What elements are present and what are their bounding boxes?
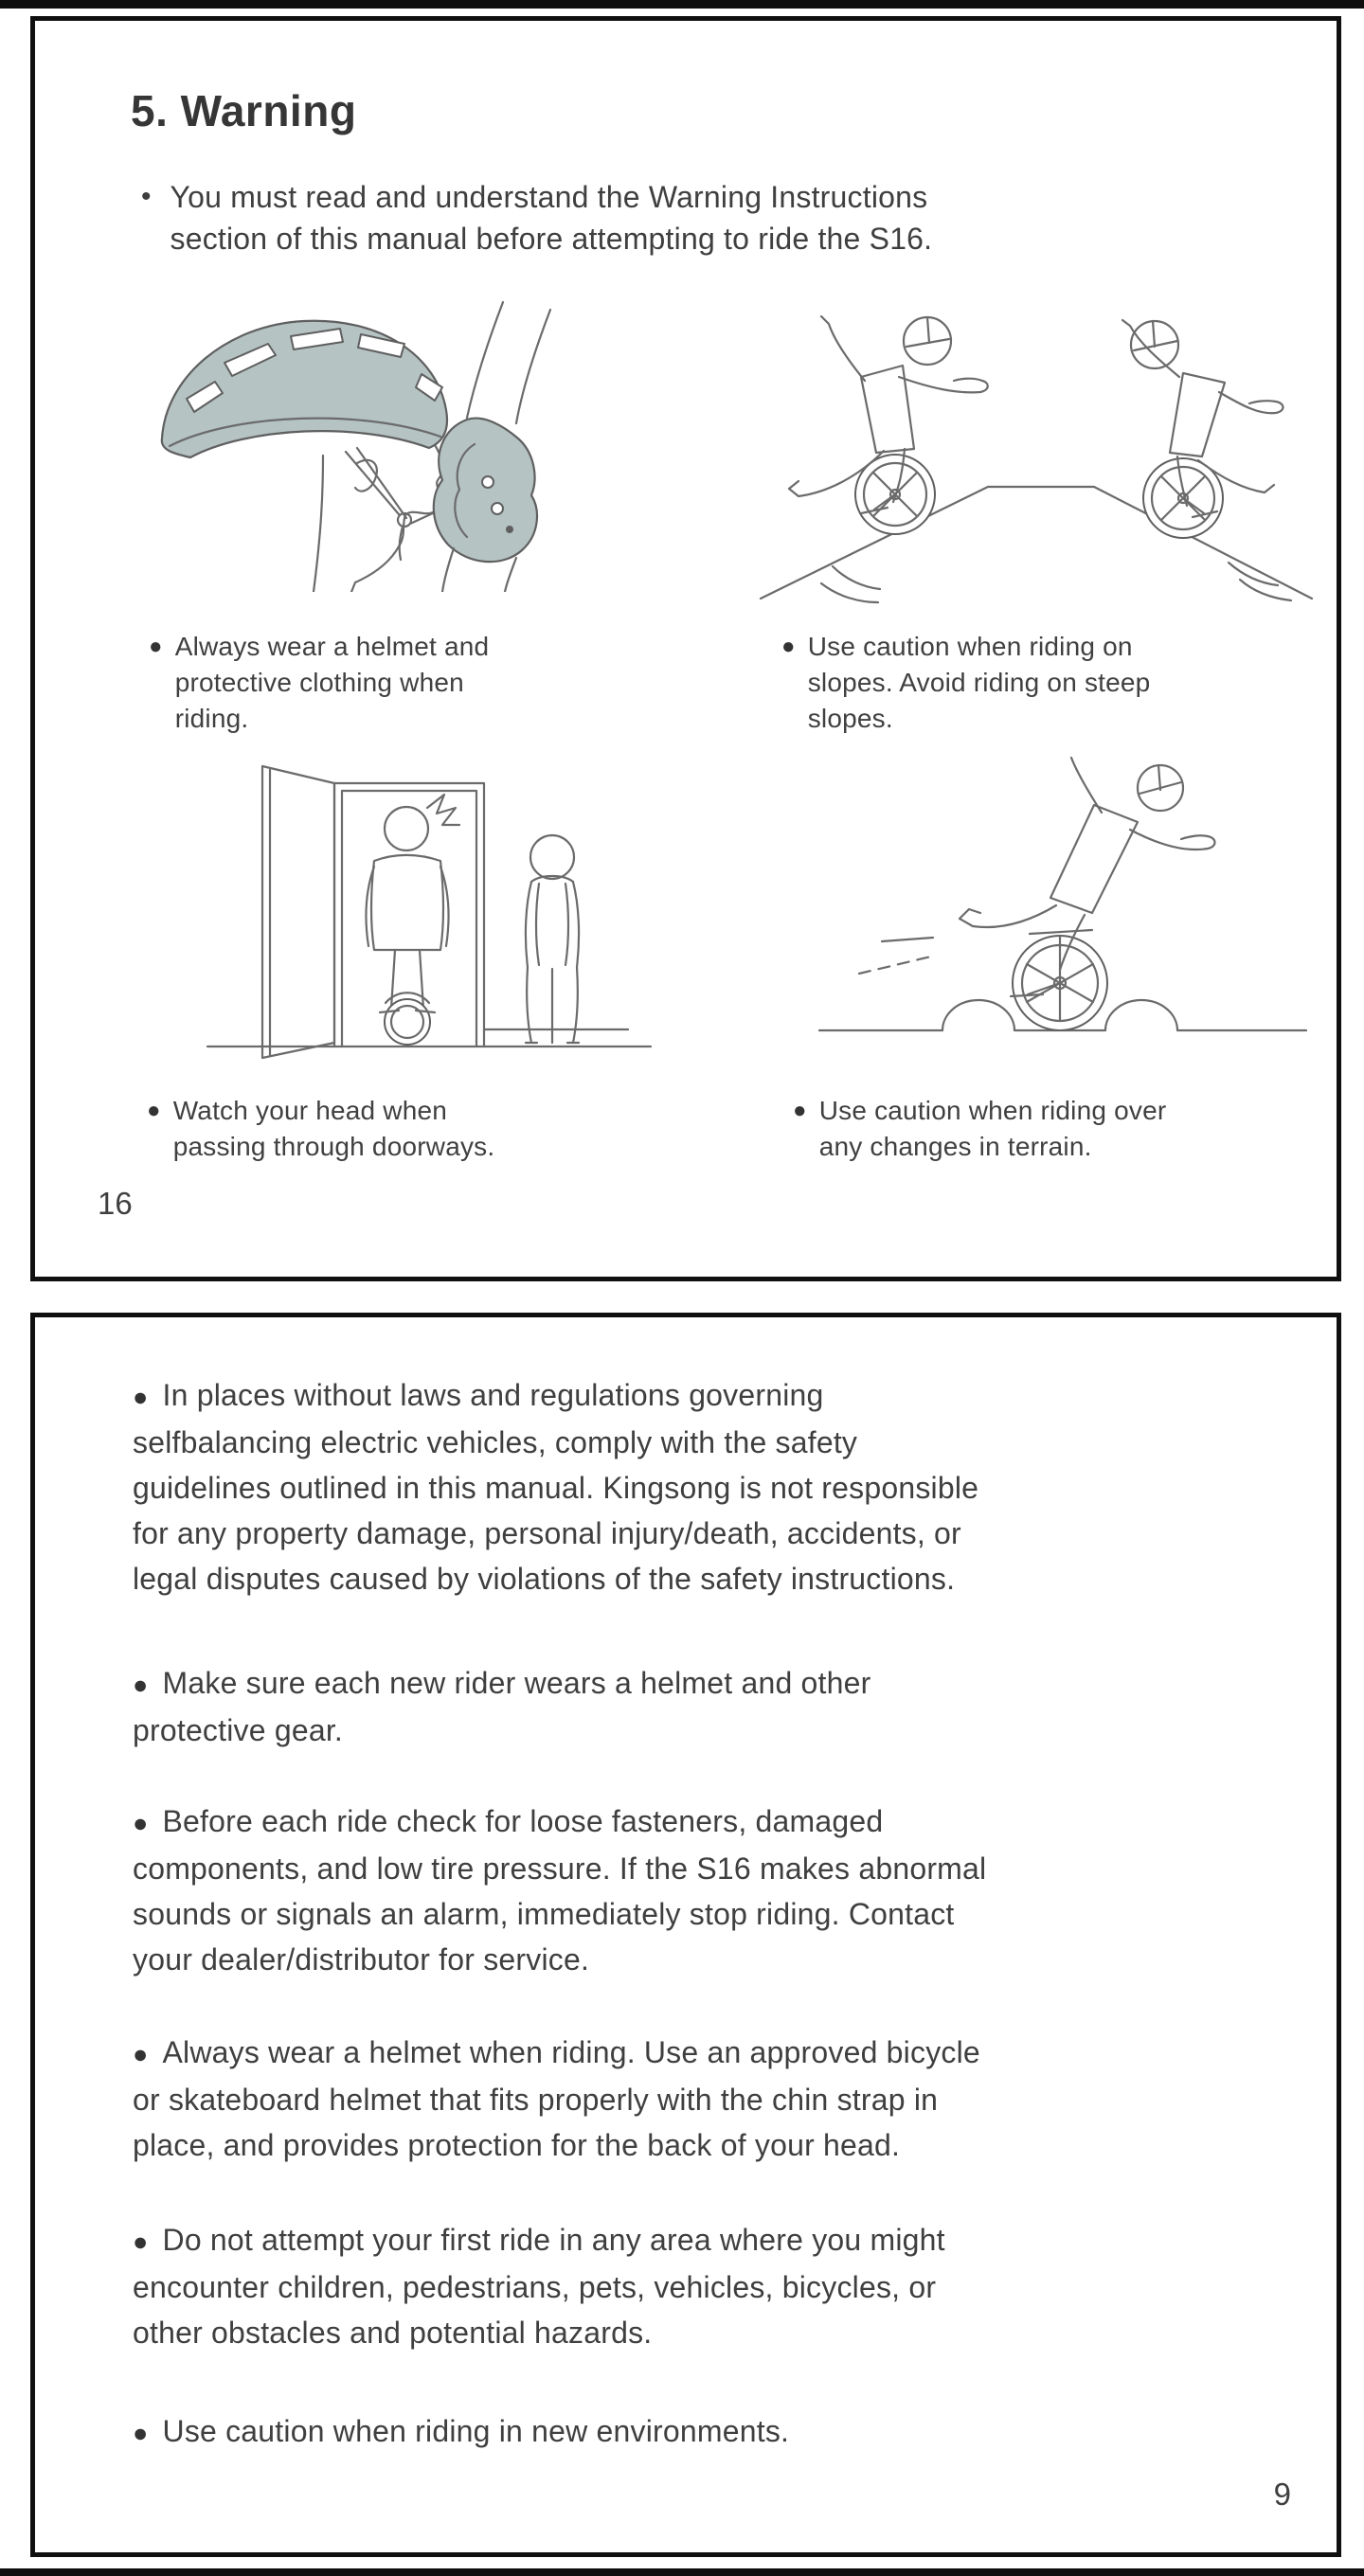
paragraph-line: your dealer/distributor for service. xyxy=(133,1942,590,1977)
paragraph-line: or skateboard helmet that fits properly with the chin strap in xyxy=(133,2083,939,2117)
paragraph-line: sounds or signals an alarm, immediately stop riding. Contact xyxy=(133,1897,955,1931)
manual-page-9 xyxy=(30,1313,1341,2557)
figure-caption xyxy=(147,1093,494,1165)
safety-paragraph xyxy=(133,1660,1307,1753)
paragraph-line: In places without laws and regulations governing xyxy=(162,1378,824,1412)
paragraph-line: Always wear a helmet when riding. Use an approved bicycle xyxy=(162,2035,980,2069)
caption-line: slopes. xyxy=(807,704,893,733)
safety-paragraph xyxy=(133,2217,1307,2355)
safety-paragraph xyxy=(133,1798,1307,1982)
doorway-clearance-illustration xyxy=(200,755,658,1062)
bullet-icon: ● xyxy=(133,1383,149,1411)
safety-paragraph xyxy=(133,1372,1307,1601)
small-bullet-icon: • xyxy=(141,181,152,212)
manual-page-16 xyxy=(30,16,1341,1281)
bullet-icon: ● xyxy=(133,2227,149,2256)
caption-line: riding. xyxy=(174,704,249,733)
page-number: 9 xyxy=(1273,2477,1291,2512)
paragraph-line: for any property damage, personal injury/death, accidents, or xyxy=(133,1516,961,1550)
bullet-icon: ● xyxy=(147,1098,161,1123)
intro-bullet-paragraph xyxy=(141,176,932,259)
paragraph-line: selfbalancing electric vehicles, comply with the safety xyxy=(133,1425,858,1459)
paragraph-line: Use caution when riding in new environments. xyxy=(162,2414,790,2448)
intro-line: section of this manual before attempting to ride the S16. xyxy=(170,222,933,256)
figure-caption xyxy=(793,1093,1166,1165)
bullet-icon: ● xyxy=(133,2419,149,2447)
paragraph-line: encounter children, pedestrians, pets, vehicles, bicycles, or xyxy=(133,2270,937,2304)
caption-line: Use caution when riding on xyxy=(807,632,1133,661)
previous-page-edge xyxy=(0,0,1364,9)
paragraph-line: protective gear. xyxy=(133,1713,343,1747)
caption-line: passing through doorways. xyxy=(172,1132,495,1161)
bullet-icon: ● xyxy=(793,1098,807,1123)
figure-caption xyxy=(781,629,1150,737)
page-number: 16 xyxy=(98,1186,133,1221)
intro-line: You must read and understand the Warning Instructions xyxy=(170,180,928,214)
caption-line: slopes. Avoid riding on steep xyxy=(807,668,1151,697)
safety-paragraph xyxy=(133,2030,1307,2168)
bullet-icon: ● xyxy=(133,2040,149,2068)
safety-paragraph xyxy=(133,2408,1307,2456)
riding-on-slopes-illustration xyxy=(755,282,1316,604)
caption-line: any changes in terrain. xyxy=(818,1132,1092,1161)
bullet-icon: ● xyxy=(149,634,163,659)
bullet-icon: ● xyxy=(133,1809,149,1837)
paragraph-line: other obstacles and potential hazards. xyxy=(133,2316,653,2350)
caption-line: protective clothing when xyxy=(174,668,464,697)
section-heading: 5. Warning xyxy=(131,86,357,135)
paragraph-line: Do not attempt your first ride in any area where you might xyxy=(162,2223,945,2257)
figure-caption xyxy=(149,629,489,737)
caption-line: Use caution when riding over xyxy=(818,1096,1167,1125)
helmet-and-elbow-pad-illustration xyxy=(141,296,558,592)
paragraph-line: legal disputes caused by violations of the safety instructions. xyxy=(133,1562,956,1596)
paragraph-line: guidelines outlined in this manual. Kingsong is not responsible xyxy=(133,1471,979,1505)
paragraph-line: Make sure each new rider wears a helmet and other xyxy=(162,1666,871,1700)
bullet-icon: ● xyxy=(781,634,796,659)
next-page-edge xyxy=(0,2568,1364,2576)
paragraph-line: Before each ride check for loose fasteners, damaged xyxy=(162,1804,884,1838)
paragraph-line: components, and low tire pressure. If the S16 makes abnormal xyxy=(133,1852,987,1886)
bullet-icon: ● xyxy=(133,1671,149,1699)
paragraph-line: place, and provides protection for the back of your head. xyxy=(133,2128,901,2162)
terrain-change-illustration xyxy=(812,746,1314,1053)
caption-line: Always wear a helmet and xyxy=(174,632,490,661)
caption-line: Watch your head when xyxy=(172,1096,448,1125)
